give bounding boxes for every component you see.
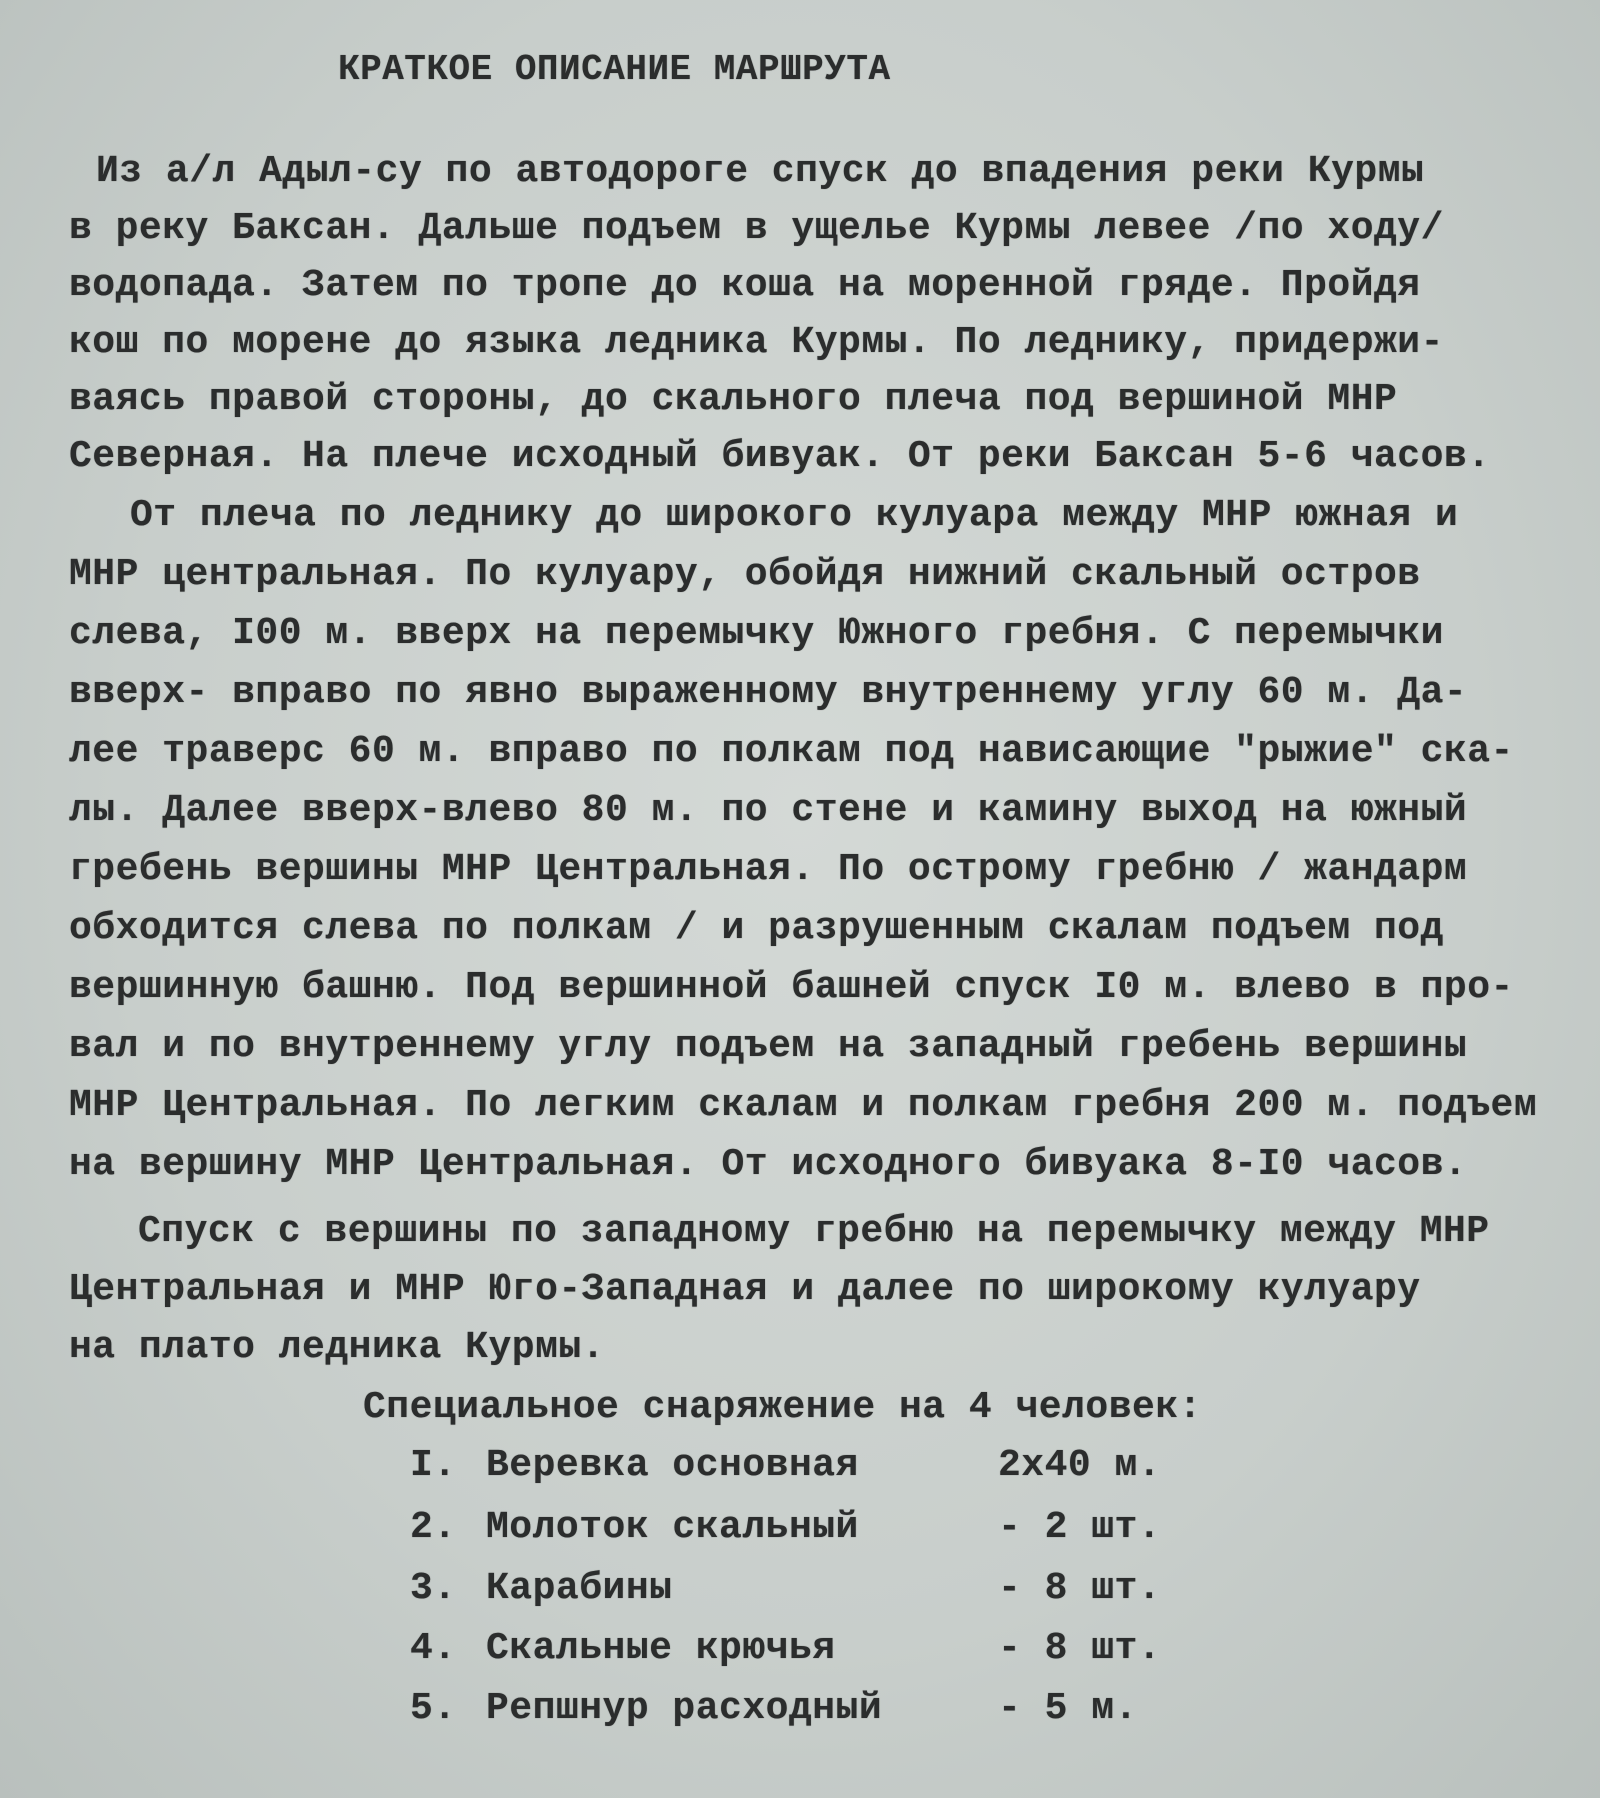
paragraph-line: кош по морене до языка ледника Курмы. По леднику, придержи- [69, 321, 1444, 364]
paragraph-line: на плато ледника Курмы. [69, 1326, 605, 1369]
paragraph-line: лее траверс 60 м. вправо по полкам под нависающие "рыжие" ска- [69, 730, 1514, 773]
item-number: 2. [410, 1506, 457, 1549]
item-number: 3. [410, 1567, 457, 1610]
item-quantity: - 5 м. [998, 1687, 1138, 1730]
paragraph-line: слева, I00 м. вверх на перемычку Южного гребня. С перемычки [69, 612, 1444, 655]
item-quantity: 2х40 м. [998, 1444, 1162, 1487]
paragraph-line: вершинную башню. Под вершинной башней спуск I0 м. влево в про- [69, 966, 1514, 1009]
paragraph-line: в реку Баксан. Дальше подъем в ущелье Курмы левее /по ходу/ [69, 207, 1444, 250]
paragraph-line: ваясь правой стороны, до скального плеча под вершиной МНР [69, 378, 1398, 421]
item-number: I. [410, 1444, 457, 1487]
item-name: Карабины [486, 1567, 673, 1610]
item-name: Скальные крючья [486, 1627, 836, 1670]
item-quantity: - 8 шт. [998, 1627, 1162, 1670]
paragraph-line: вверх- вправо по явно выраженному внутреннему углу 60 м. Да- [69, 671, 1468, 714]
paragraph-line: на вершину МНР Центральная. От исходного бивуака 8-I0 часов. [69, 1143, 1468, 1186]
item-quantity: - 8 шт. [998, 1567, 1162, 1610]
paragraph-line: МНР центральная. По кулуару, обойдя нижний скальный остров [69, 553, 1421, 596]
paragraph-line: гребень вершины МНР Центральная. По острому гребню / жандарм [69, 848, 1468, 891]
paragraph-line: вал и по внутреннему углу подъем на западный гребень вершины [69, 1025, 1468, 1068]
paragraph-line: Центральная и МНР Юго-Западная и далее по широкому кулуару [69, 1268, 1421, 1311]
item-name: Молоток скальный [486, 1506, 859, 1549]
item-number: 5. [410, 1687, 457, 1730]
paragraph-line: Из а/л Адыл-су по автодороге спуск до впадения реки Курмы [96, 150, 1425, 193]
document-title: КРАТКОЕ ОПИСАНИЕ МАРШРУТА [338, 49, 891, 90]
equipment-heading: Специальное снаряжение на 4 человек: [363, 1386, 1202, 1429]
item-number: 4. [410, 1627, 457, 1670]
paragraph-line: МНР Центральная. По легким скалам и полкам гребня 200 м. подъем [69, 1084, 1538, 1127]
paragraph-line: Северная. На плече исходный бивуак. От реки Баксан 5-6 часов. [69, 435, 1491, 478]
item-name: Репшнур расходный [486, 1687, 883, 1730]
paragraph-line: лы. Далее вверх-влево 80 м. по стене и камину выход на южный [69, 789, 1468, 832]
paragraph-line: От плеча по леднику до широкого кулуара между МНР южная и [130, 494, 1459, 537]
paragraph-line: Спуск с вершины по западному гребню на перемычку между МНР [138, 1210, 1490, 1253]
paragraph-line: обходится слева по полкам / и разрушенным скалам подъем под [69, 907, 1444, 950]
item-name: Веревка основная [486, 1444, 859, 1487]
paragraph-line: водопада. Затем по тропе до коша на моренной гряде. Пройдя [69, 264, 1421, 307]
item-quantity: - 2 шт. [998, 1506, 1162, 1549]
